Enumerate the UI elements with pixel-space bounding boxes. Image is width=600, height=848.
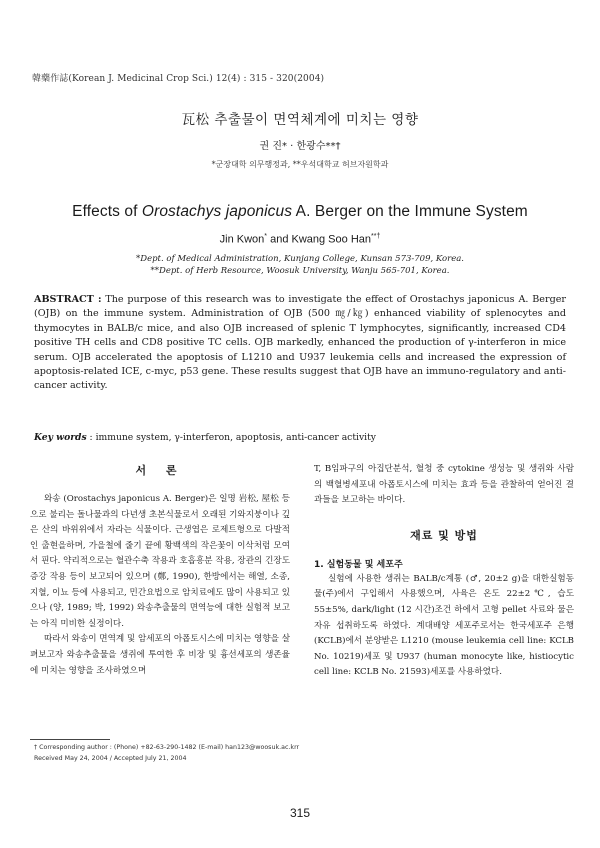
english-authors bbox=[0, 233, 600, 246]
affiliation-2: **Dept. of Herb Resource, Woosuk University, Wanju 565-701, Korea. bbox=[150, 266, 450, 276]
abstract bbox=[34, 293, 566, 394]
page-number: 315 bbox=[289, 806, 311, 820]
keywords-label: Key words bbox=[34, 432, 87, 443]
author-1: Jin Kwon bbox=[219, 233, 265, 246]
abstract-label: ABSTRACT : bbox=[34, 294, 102, 305]
methods-heading: 재료 및 방법 bbox=[410, 528, 478, 542]
footnote-received: Received May 24, 2004 / Accepted July 21, 2004 bbox=[34, 755, 187, 762]
english-title bbox=[0, 203, 600, 221]
author-1-mark: * bbox=[264, 233, 268, 240]
footnote-divider bbox=[30, 739, 110, 740]
methods-paragraph: 실험에 사용한 생쥐는 BALB/c계통 (♂, 20±2 g)을 대한실험동물(주)에서 구입해서 사용했으며, 사육은 온도 22±2℃, 습도 55±5%, dark/light (12 시간)조건 하에서 고형 pellet 사료와 물은 자유 섭취하도록 하였다. 계대배양 세포주로서는 한국세포주 은행 (KCLB)에서 분양받은 L1210 (mouse leukemia cell line: KCLB No. 10219)세포 및 U937 (human monocyte like, histiocytic cell line: KCLB No. 21593)세포를 사용하였다. bbox=[314, 573, 574, 678]
abstract-text: The purpose of this research was to investigate the effect of Orostachys japonicus A. Berger (OJB) on the immune system. Administration of OJB (500 ㎎/㎏) enhanced viability of splenocytes and thymocytes in BALB/c mice, and also OJB increased of splenic T lymphocytes, significantly, increased CD4 positive TH cells and CD8 positive TC cells. OJB markedly, enhanced the production of γ-interferon in mice serum. OJB accelerated the apoptosis of L1210 and U937 leukemia cells and increased the expression of apoptosis-related ICE, c-myc, p53 gene. These results suggest that OJB have an immuno-regulatory and anti-cancer activity. bbox=[34, 294, 566, 392]
affiliation-1: *Dept. of Medical Administration, Kunjang College, Kunsan 573-709, Korea. bbox=[136, 254, 464, 264]
intro-continuation: T, B임파구의 아집단분석, 혈청 중 cytokine 생성능 및 생쥐와 사람의 백혈병세포내 아폽토시스에 미치는 효과 등을 관찰하여 얻어진 결과들을 보고하는 바이다. bbox=[314, 464, 574, 506]
author-2: and Kwang Soo Han bbox=[267, 233, 371, 246]
left-column bbox=[30, 462, 290, 679]
intro-heading: 서 론 bbox=[135, 464, 185, 477]
korean-title: 瓦松 추출물이 면역체계에 미치는 영향 bbox=[181, 112, 419, 128]
keywords-text: : immune system, γ-interferon, apoptosis, anti-cancer activity bbox=[86, 432, 376, 443]
right-column bbox=[314, 462, 574, 681]
intro-paragraph-2: 따라서 와송이 면역계 및 암세포의 아폽토시스에 미치는 영향을 살펴보고자 와송추출물을 생쥐에 투여한 후 비장 및 흉선세포의 생존율에 미치는 영향을 조사하였으며 bbox=[30, 634, 290, 676]
title-prefix: Effects of bbox=[72, 203, 142, 220]
footnote-corresponding: † Corresponding author : (Phone) +82-63-290-1482 (E-mail) han123@woosuk.ac.krr bbox=[34, 744, 300, 751]
author-2-mark: **† bbox=[371, 233, 381, 240]
methods-subheading: 1. 실험동물 및 세포주 bbox=[314, 559, 403, 570]
title-species: Orostachys japonicus bbox=[141, 203, 293, 220]
journal-citation: 韓藥作誌(Korean J. Medicinal Crop Sci.) 12(4) : 315 - 320(2004) bbox=[32, 74, 325, 84]
korean-affiliation: *군장대학 의무행정과, **우석대학교 허브자원학과 bbox=[211, 160, 389, 169]
keywords bbox=[34, 432, 566, 443]
korean-authors: 권 진* · 한광수**† bbox=[259, 141, 341, 152]
title-suffix: A. Berger on the Immune System bbox=[292, 203, 528, 220]
intro-paragraph-1: 와송 (Orostachys japonicus A. Berger)은 일명 岩松, 屋松 등으로 불리는 돌나물과의 다년생 초본식물로서 오래된 기와지붕이나 깊은 산의 바위위에서 자라는 식물이다. 근생엽은 로제트형으로 다발적인 출현을하며, 가을철에 줄기 끝에 황백색의 작은꽃이 이삭처럼 모여서 핀다. 약리적으로는 혈관수축 작용과 호흡흥분 작용, 장관의 긴장도증강 작용 등이 보고되어 있으며 (鄭, 1990), 한방에서는 해열, 소종, 지혈, 이뇨 등에 사용되고, 민간요법으로 암치료에도 많이 사용되고 있으나 (양, 1989; 박, 1992) 와송추출물의 면역능에 대한 실험적 보고는 아직 미비한 실정이다. bbox=[30, 494, 290, 629]
